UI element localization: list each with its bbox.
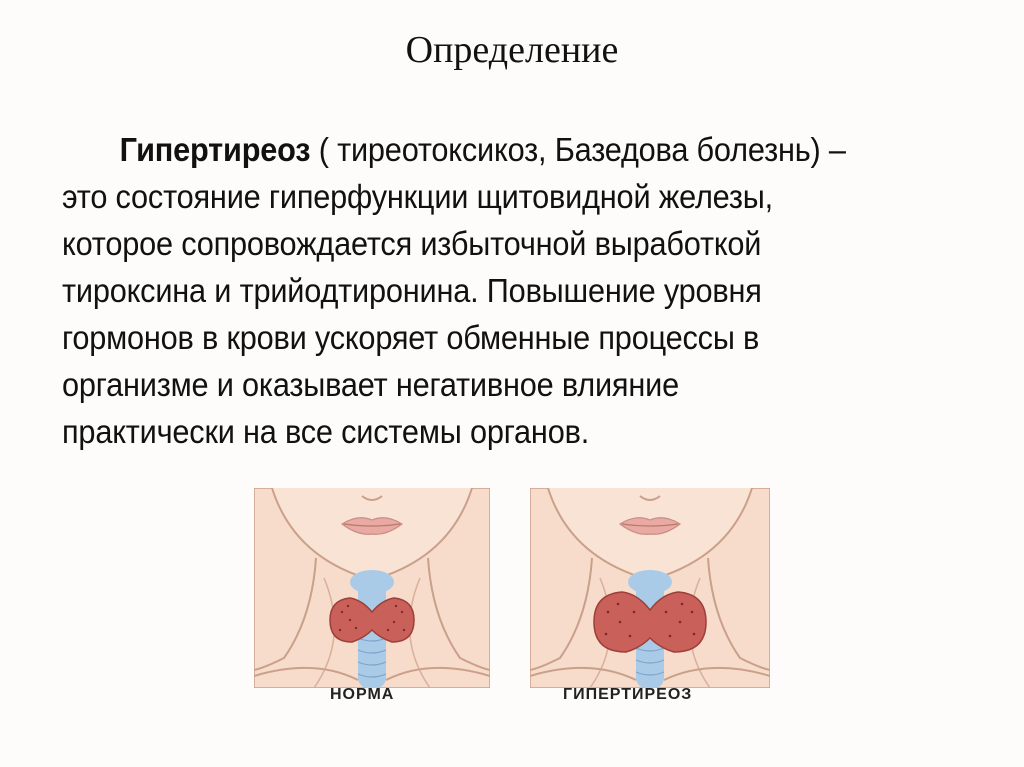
definition-line-5: гормонов в крови ускоряет обменные процессы в [62,319,760,356]
definition-line-1 [62,126,927,173]
normal-neck-illustration [254,488,490,688]
hyperthyroid-caption: ГИПЕРТИРЕОЗ [563,686,693,703]
hyperthyroid-neck-illustration [530,488,770,688]
slide-title: Определение [405,29,619,71]
definition-paragraph [62,126,927,455]
definition-term: Гипертиреоз [119,131,311,168]
definition-line-7: практически на все системы органов. [62,413,590,450]
definition-line-6: организме и оказывает негативное влияние [62,366,679,403]
definition-line-2: это состояние гиперфункции щитовидной железы, [62,178,773,215]
definition-line-3: которое сопровождается избыточной выработкой [62,225,762,262]
definition-synonyms: ( тиреотоксикоз, Базедова болезнь) – [310,131,846,168]
definition-line-4: тироксина и трийодтиронина. Повышение уровня [62,272,762,309]
normal-caption: НОРМА [330,686,395,703]
